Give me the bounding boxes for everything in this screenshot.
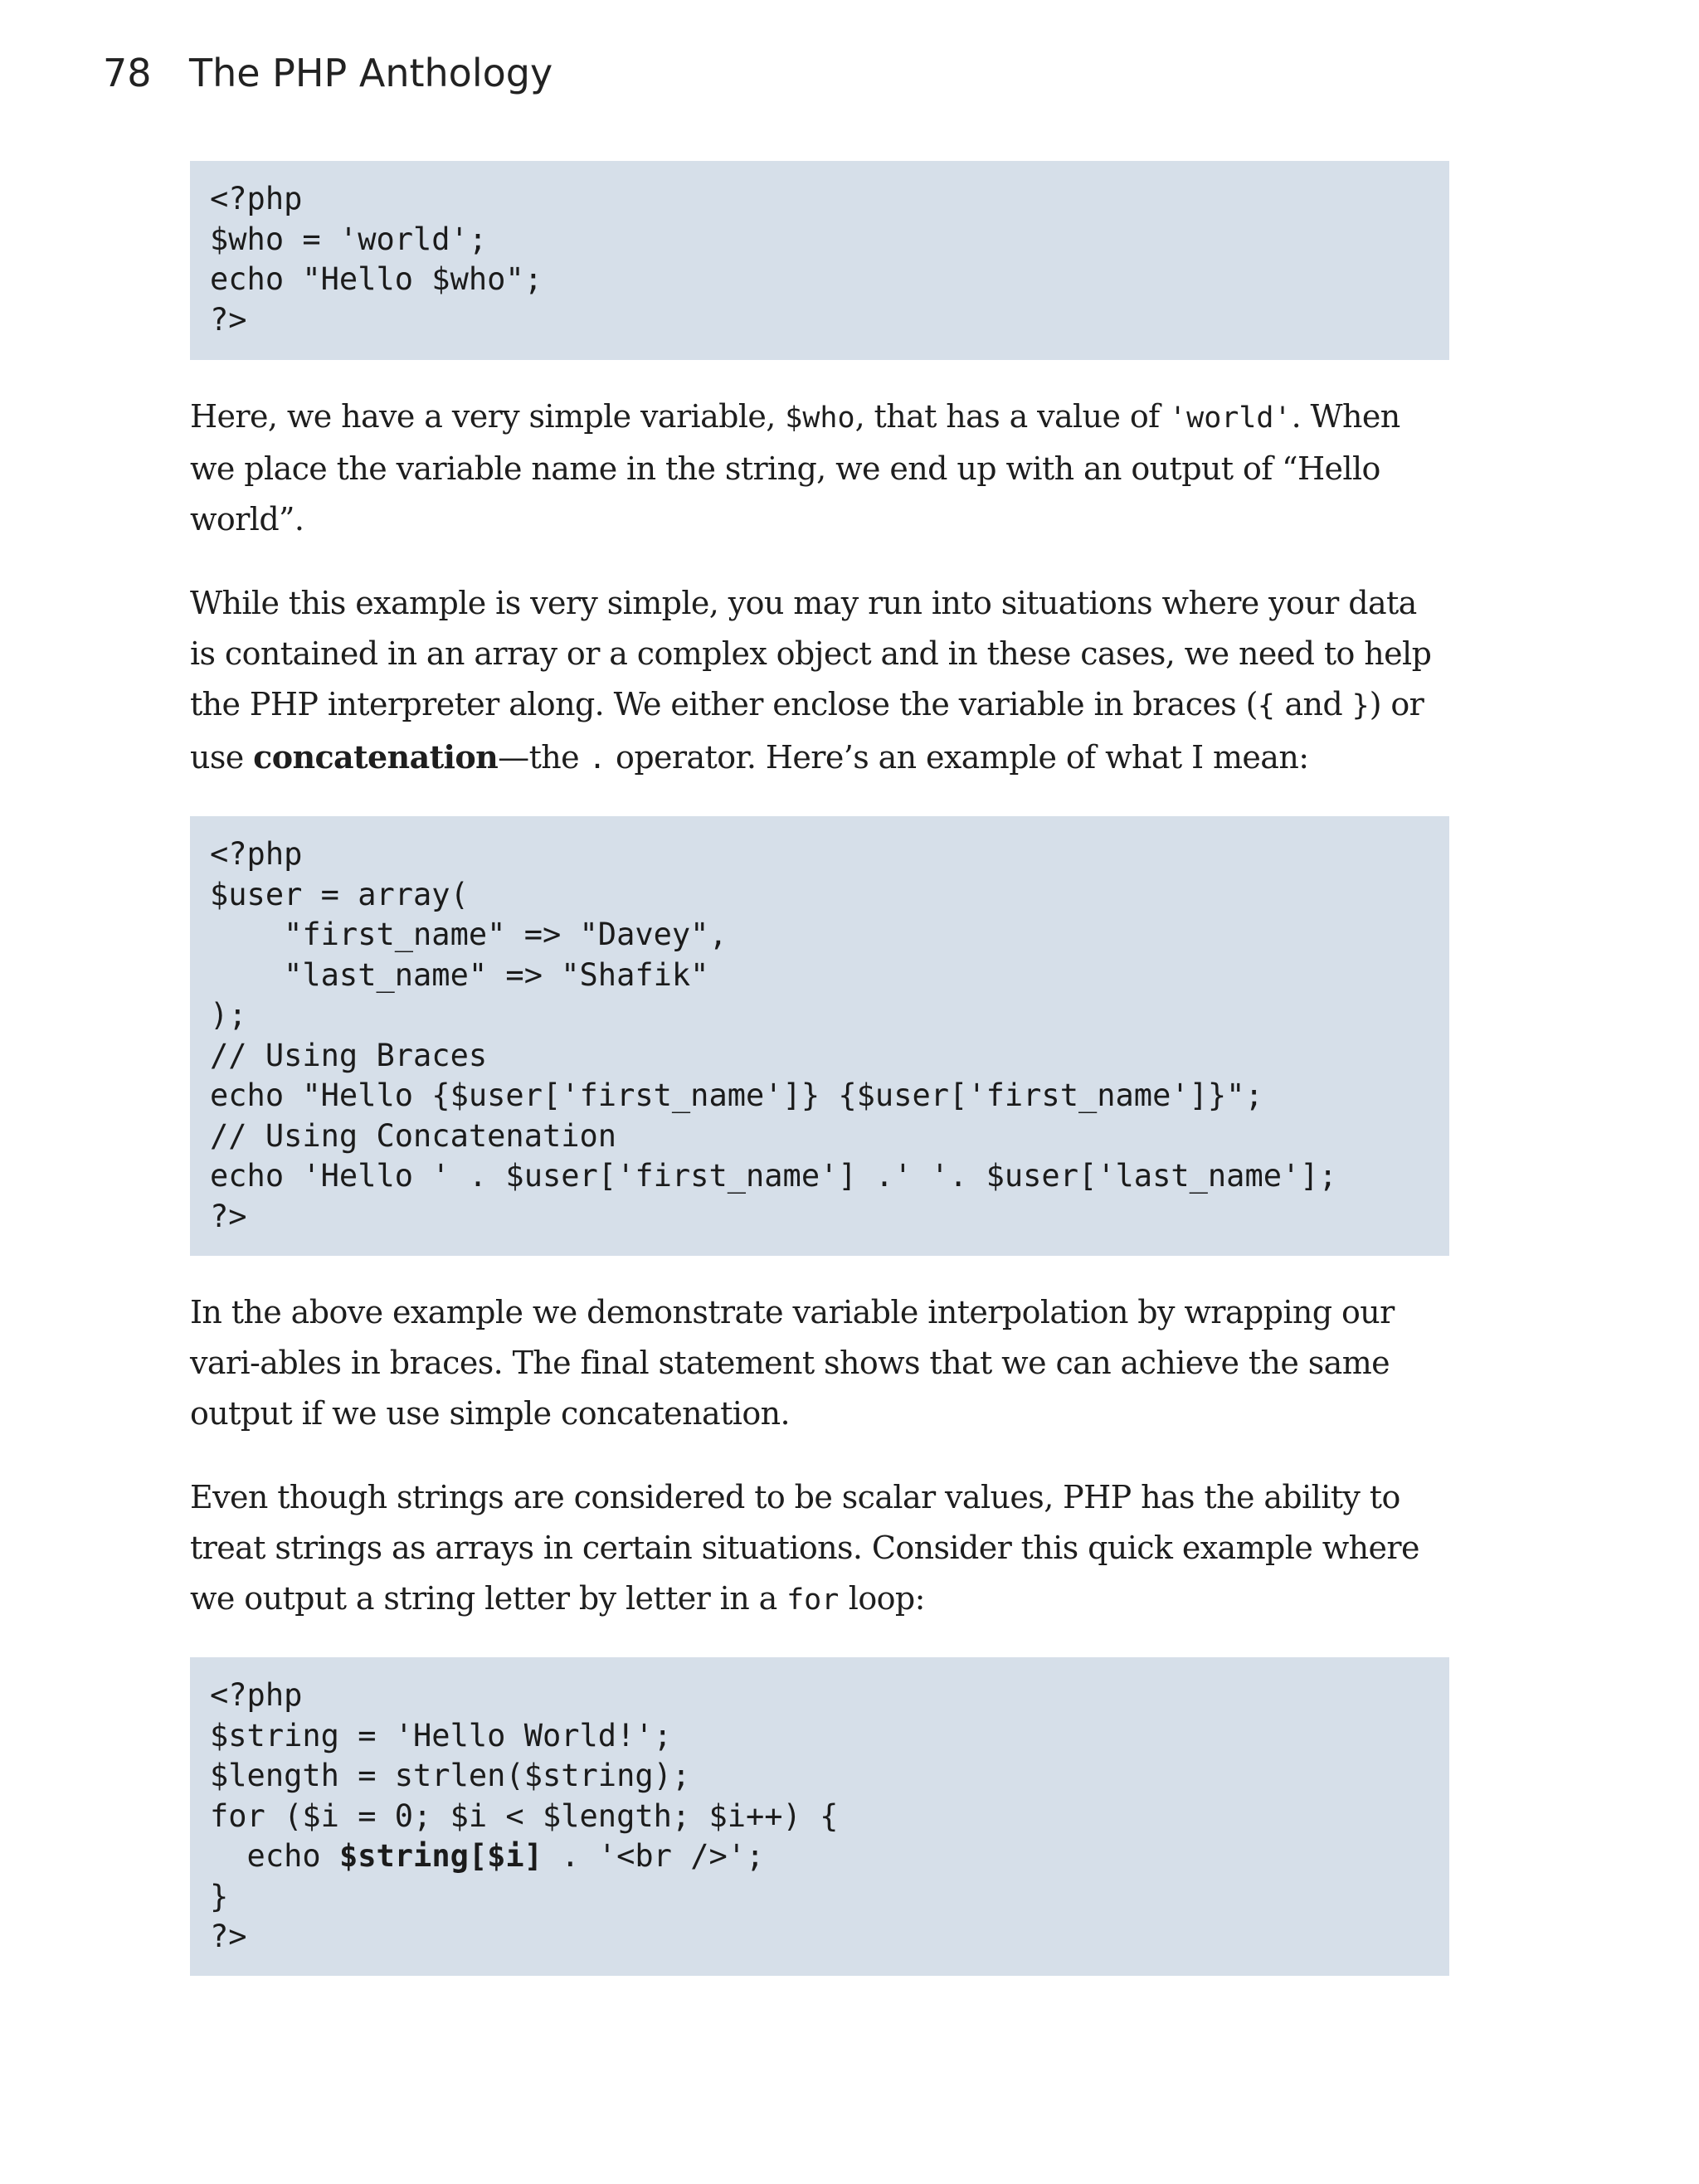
inline-code: 'world': [1169, 401, 1292, 435]
paragraph-simple-variable: [190, 392, 1449, 545]
paragraph-braces-concatenation: [190, 578, 1449, 785]
code-line: echo 'Hello ' . $user['first_name'] .' '. $user['last_name'];: [210, 1158, 1337, 1194]
code-line: // Using Concatenation: [210, 1117, 617, 1154]
code-text: . '<br />';: [542, 1838, 765, 1874]
paragraph-interpolation-explanation: In the above example we demonstrate variable interpolation by wrapping our vari-ables in braces. The final statement shows that we can achieve the same output if we use simple concatenation.: [190, 1294, 1395, 1432]
paragraph-text: , that has a value of: [854, 398, 1170, 435]
page-number: 78: [103, 51, 152, 95]
code-line: <?php: [210, 1677, 303, 1713]
code-line: echo "Hello $who";: [210, 261, 543, 297]
page-content: [190, 161, 1449, 1976]
code-line: <?php: [210, 181, 303, 216]
inline-code: {: [1257, 689, 1275, 722]
code-line-echo: [210, 1836, 1429, 1877]
code-line: ?>: [210, 1919, 247, 1954]
code-line: // Using Braces: [210, 1037, 488, 1073]
code-block-hello-world: [190, 161, 1449, 360]
code-line: $who = 'world';: [210, 221, 488, 257]
paragraph-text: and: [1275, 686, 1352, 722]
bold-term: concatenation: [253, 738, 499, 776]
code-line: ?>: [210, 1198, 247, 1234]
paragraph-text: Here, we have a very simple variable,: [190, 398, 786, 435]
paragraph-text: loop:: [839, 1580, 925, 1617]
paragraph-text: operator. Here’s an example of what I mean:: [606, 739, 1309, 776]
code-bold-text: $string[$i]: [338, 1838, 543, 1874]
code-line: <?php: [210, 836, 303, 872]
book-title: The PHP Anthology: [189, 51, 553, 95]
code-line: $string = 'Hello World!';: [210, 1717, 672, 1754]
inline-code: $who: [785, 401, 855, 435]
code-line: }: [210, 1878, 229, 1914]
paragraph-strings-as-arrays: [190, 1472, 1449, 1626]
code-line: echo "Hello {$user['first_name']} {$user['first_name']}";: [210, 1077, 1263, 1113]
code-line: "first_name" => "Davey",: [210, 917, 728, 952]
inline-code: for: [786, 1583, 840, 1617]
code-text: echo: [210, 1838, 339, 1874]
paragraph-text: ) or use: [190, 686, 1424, 776]
code-line: for ($i = 0; $i < $length; $i++) {: [210, 1797, 839, 1834]
code-block-user-array: [190, 816, 1449, 1256]
code-line: );: [210, 997, 247, 1033]
inline-code: .: [588, 742, 606, 776]
code-line: $user = array(: [210, 876, 469, 912]
code-line: "last_name" => "Shafik": [210, 956, 709, 993]
code-line: $length = strlen($string);: [210, 1758, 691, 1793]
paragraph-text: —the: [498, 739, 589, 776]
paragraph-text: . When we place the variable name in the string, we end up with an output of “Hello world”.: [190, 398, 1400, 537]
paragraph-text: Even though strings are considered to be scalar values, PHP has the ability to treat strings as arrays in certain situations. Consider this quick example where we output a string letter by letter in a: [190, 1479, 1419, 1617]
page-header: [103, 48, 553, 98]
paragraph-text: While this example is very simple, you may run into situations where your data is contained in an array or a complex object and in these cases, we need to help the PHP interpreter along. We either enclose the variable in braces (: [190, 585, 1432, 722]
code-line: ?>: [210, 301, 247, 338]
inline-code: }: [1351, 689, 1370, 722]
code-block-for-loop: [190, 1657, 1449, 1976]
